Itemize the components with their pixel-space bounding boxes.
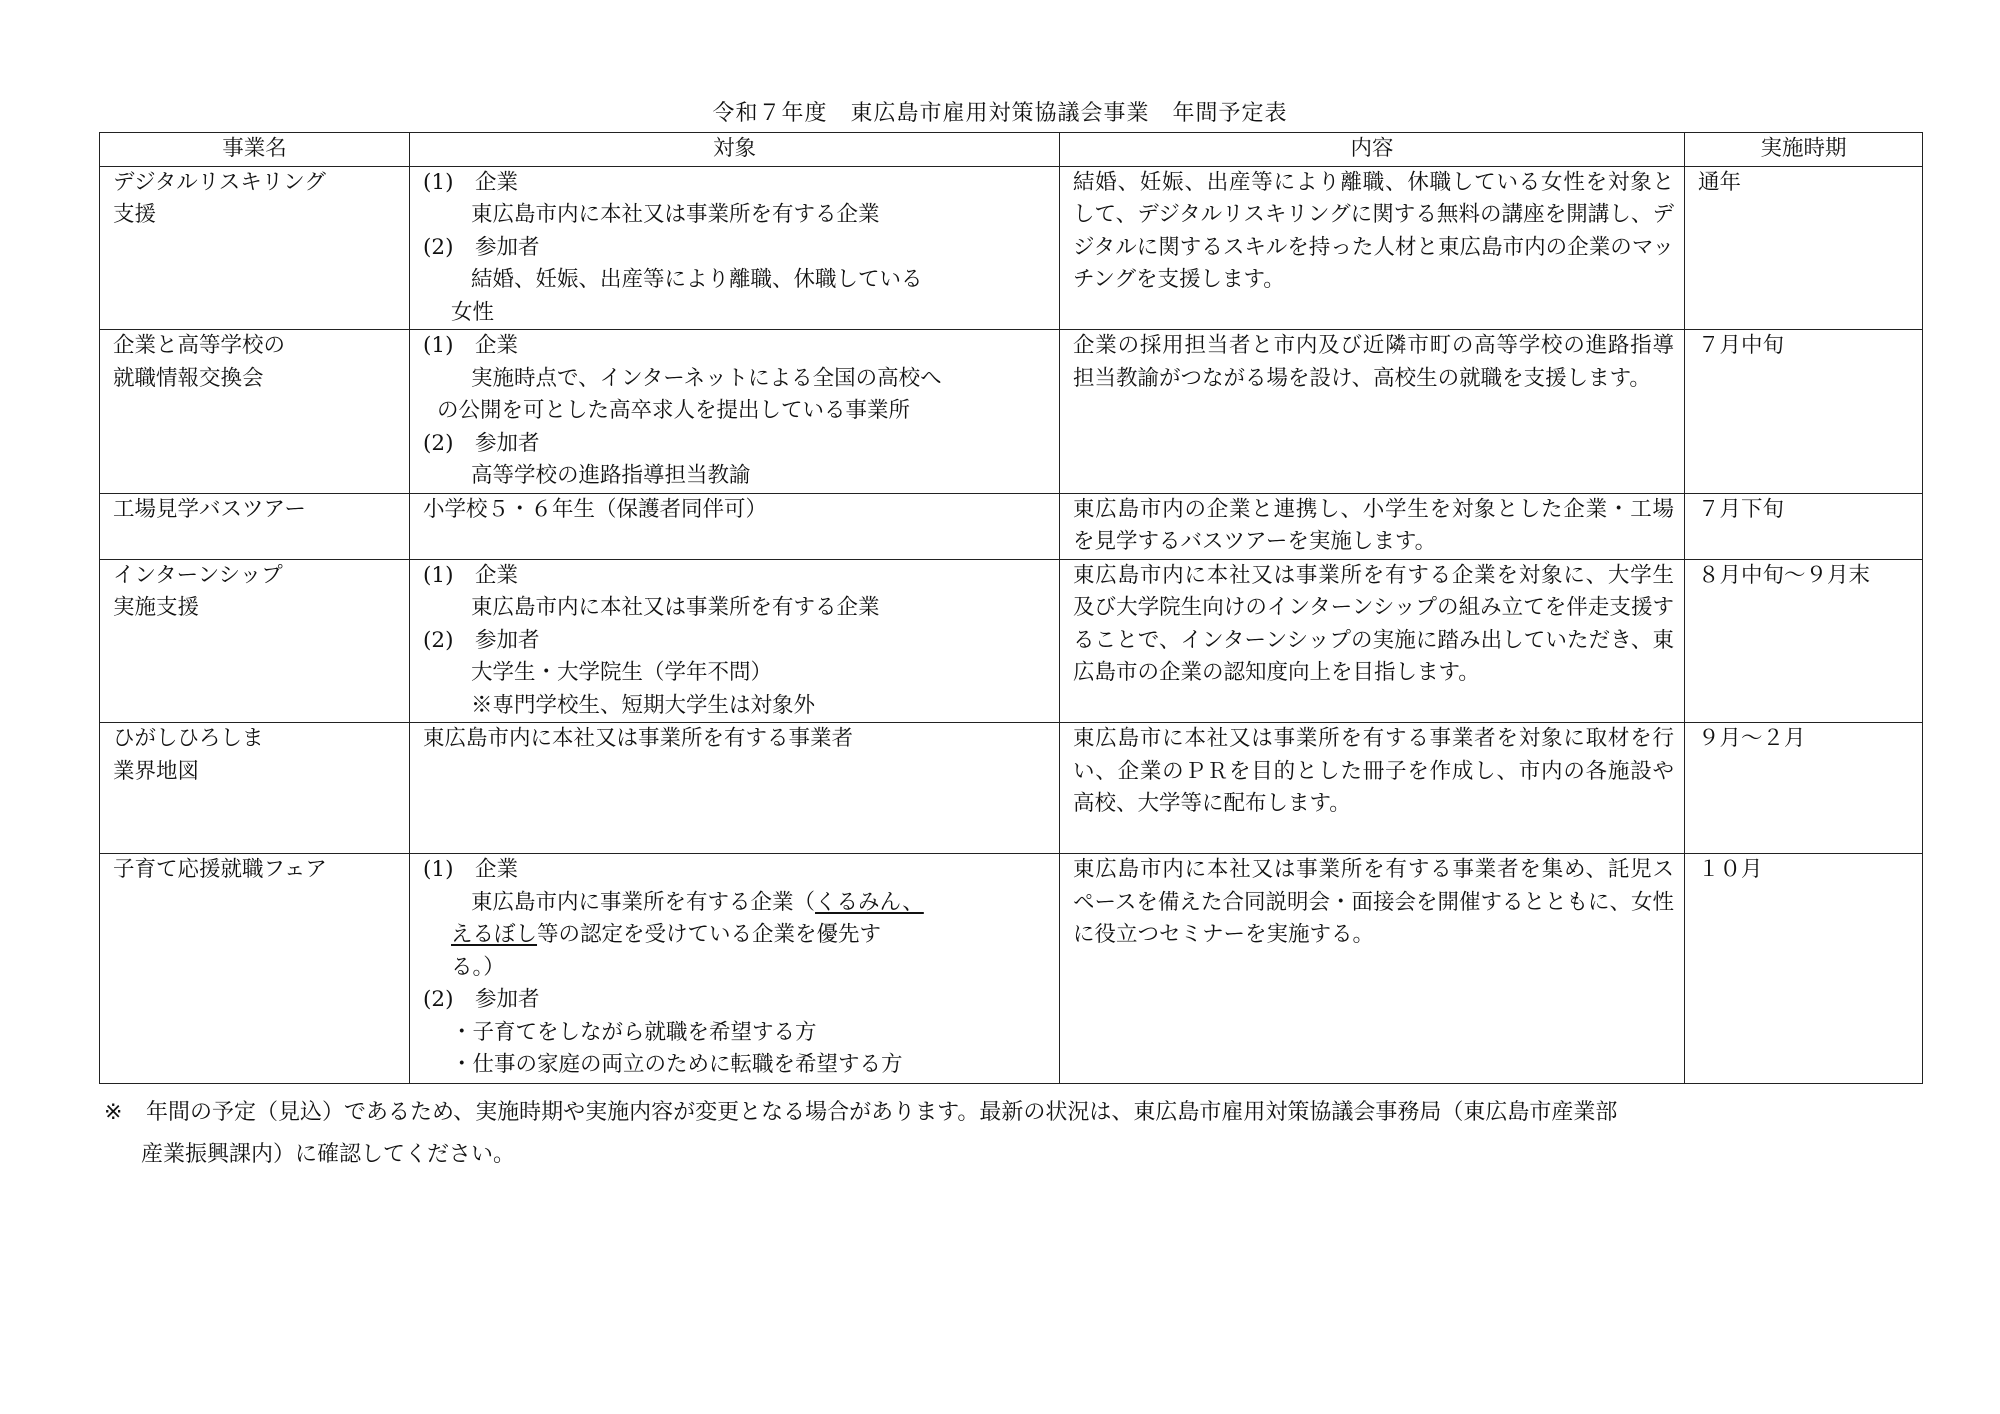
target-heading: 企業 — [474, 562, 518, 588]
cell-period: １０月 — [1685, 854, 1923, 1084]
cell-period: ８月中旬～９月末 — [1685, 559, 1923, 723]
target-heading: 参加者 — [474, 234, 540, 260]
cell-period: ９月～２月 — [1685, 723, 1923, 854]
target-text: 大学生・大学院生（学年不問） — [471, 660, 773, 685]
note-line-1: 年間の予定（見込）であるため、実施時期や実施内容が変更となる場合があります。最新の状況は、東広島市雇用対策協議会事務局（東広島市産業部 — [146, 1100, 1618, 1125]
target-text: ・子育てをしながら就職を希望する方 — [451, 1019, 817, 1045]
cell-project-name — [100, 493, 410, 559]
table-row — [100, 723, 1923, 854]
cell-content: 東広島市内の企業と連携し、小学生を対象とした企業・工場を見学するバスツアーを実施します。 — [1060, 493, 1685, 559]
target-text: ・仕事の家庭の両立のために転職を希望する方 — [451, 1052, 903, 1077]
footnote — [104, 1092, 1934, 1176]
name-line: ひがしひろしま — [113, 726, 264, 751]
page-title: 令和７年度 東広島市雇用対策協議会事業 年間予定表 — [712, 101, 1288, 126]
target-text: ※専門学校生、短期大学生は対象外 — [471, 692, 816, 718]
note-line-2: 産業振興課内）に確認してください。 — [141, 1142, 516, 1167]
target-heading: 参加者 — [474, 987, 540, 1012]
cell-target — [410, 166, 1060, 330]
target-heading: 参加者 — [474, 627, 540, 653]
target-text: 等の認定を受けている企業を優先す — [537, 922, 882, 947]
cell-target — [410, 330, 1060, 494]
name-line: 子育て応援就職フェア — [113, 857, 327, 882]
target-text: 小学校５・６年生（保護者同伴可） — [423, 496, 768, 522]
table-row — [100, 559, 1923, 723]
item-number: (1) — [423, 562, 454, 588]
header-target: 対象 — [410, 133, 1060, 167]
header-period: 実施時期 — [1685, 133, 1923, 167]
cell-project-name — [100, 166, 410, 330]
cell-target — [410, 493, 1060, 559]
target-text: の公開を可とした高卒求人を提出している事業所 — [437, 398, 911, 423]
item-number: (1) — [423, 169, 454, 195]
header-content: 内容 — [1060, 133, 1685, 167]
name-line: 実施支援 — [113, 595, 200, 620]
underlined-cert-name: えるぼし — [451, 922, 538, 947]
cell-content: 東広島市内に本社又は事業所を有する事業者を集め、託児スペースを備えた合同説明会・面接会を開催するとともに、女性に役立つセミナーを実施する。 — [1060, 854, 1685, 1084]
cell-target — [410, 559, 1060, 723]
target-text: る。） — [451, 954, 505, 980]
cell-content: 東広島市に本社又は事業所を有する事業者を対象に取材を行い、企業のＰＲを目的とした冊子を作成し、市内の各施設や高校、大学等に配布します。 — [1060, 723, 1685, 854]
cell-period: ７月中旬 — [1685, 330, 1923, 494]
target-heading: 企業 — [474, 169, 518, 195]
target-heading: 企業 — [474, 857, 518, 882]
header-project-name: 事業名 — [100, 133, 410, 167]
cell-target — [410, 854, 1060, 1084]
item-number: (1) — [423, 857, 454, 882]
underlined-cert-name: くるみん、 — [815, 889, 924, 915]
target-text: 高等学校の進路指導担当教諭 — [471, 463, 751, 488]
cell-content: 企業の採用担当者と市内及び近隣市町の高等学校の進路指導担当教諭がつながる場を設け、高校生の就職を支援します。 — [1060, 330, 1685, 494]
schedule-table — [99, 132, 1923, 1084]
cell-target — [410, 723, 1060, 854]
table-row — [100, 166, 1923, 330]
target-text: 東広島市内に本社又は事業所を有する事業者 — [423, 726, 854, 751]
name-line: 企業と高等学校の — [113, 333, 286, 358]
item-number: (2) — [423, 627, 454, 653]
target-text: 東広島市内に本社又は事業所を有する企業 — [471, 595, 880, 620]
target-heading: 企業 — [474, 333, 518, 358]
target-text: 結婚、妊娠、出産等により離職、休職している — [471, 267, 923, 292]
target-text: 東広島市内に本社又は事業所を有する企業 — [471, 202, 880, 227]
cell-period: ７月下旬 — [1685, 493, 1923, 559]
cell-project-name — [100, 723, 410, 854]
item-number: (2) — [423, 234, 454, 260]
cell-project-name — [100, 330, 410, 494]
table-header-row — [100, 133, 1923, 167]
table-row — [100, 854, 1923, 1084]
target-text: 東広島市内に事業所を有する企業（ — [471, 889, 816, 915]
item-number: (1) — [423, 333, 454, 358]
name-line: デジタルリスキリング — [113, 169, 326, 195]
table-row — [100, 493, 1923, 559]
table-row — [100, 330, 1923, 494]
name-line: 就職情報交換会 — [113, 365, 264, 391]
cell-project-name — [100, 559, 410, 723]
cell-content: 東広島市内に本社又は事業所を有する企業を対象に、大学生及び大学院生向けのインターンシップの組み立てを伴走支援することで、インターンシップの実施に踏み出していただき、東広島市の企業の認知度向上を目指します。 — [1060, 559, 1685, 723]
item-number: (2) — [423, 430, 454, 456]
cell-content: 結婚、妊娠、出産等により離職、休職している女性を対象として、デジタルリスキリングに関する無料の講座を開講し、デジタルに関するスキルを持った人材と東広島市内の企業のマッチングを支援します。 — [1060, 166, 1685, 330]
name-line: 業界地図 — [113, 758, 200, 784]
target-text: 実施時点で、インターネットによる全国の高校へ — [471, 365, 942, 391]
note-mark: ※ — [104, 1100, 123, 1125]
name-line: 支援 — [113, 202, 157, 227]
name-line: インターンシップ — [113, 562, 283, 588]
item-number: (2) — [423, 987, 454, 1012]
name-line: 工場見学バスツアー — [113, 496, 306, 522]
target-text: 女性 — [451, 299, 495, 325]
cell-project-name — [100, 854, 410, 1084]
cell-period: 通年 — [1685, 166, 1923, 330]
target-heading: 参加者 — [474, 430, 540, 456]
